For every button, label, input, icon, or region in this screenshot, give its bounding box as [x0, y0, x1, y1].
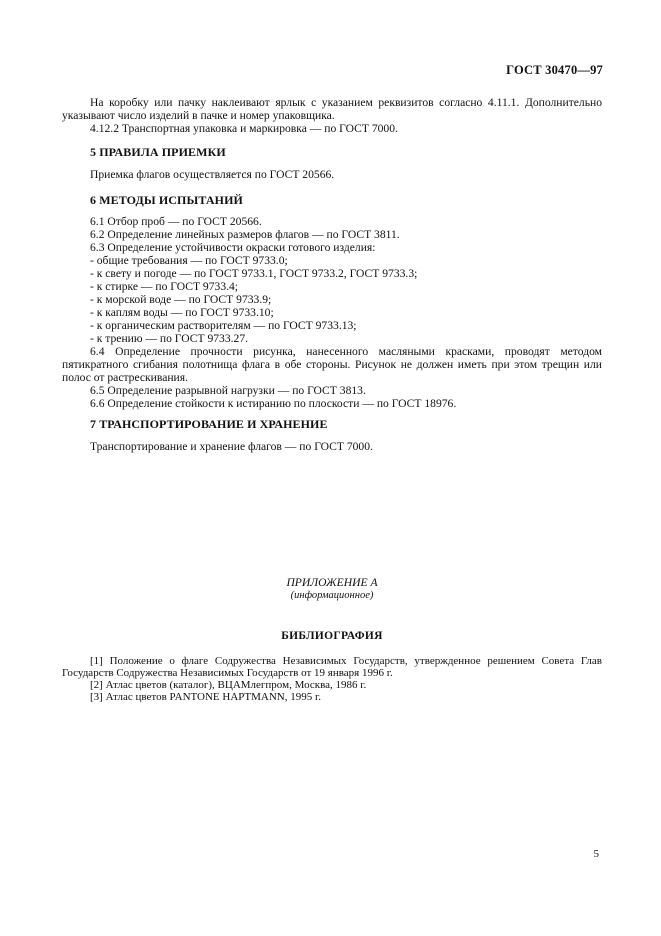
bibliography-heading — [62, 630, 602, 643]
annex-heading — [62, 576, 602, 602]
section-5 — [62, 146, 602, 181]
intro-paragraph: На коробку или пачку наклеивают ярлык с указанием реквизитов согласно 4.11.1. Дополнительно указывают число изделий в пачке и номер упаковщика. — [62, 96, 602, 122]
document-code: ГОСТ 30470—97 — [506, 63, 603, 77]
list-item: - к органическим растворителям — по ГОСТ 9733.13; — [90, 319, 357, 332]
intro-paragraph-4-12-2: 4.12.2 Транспортная упаковка и маркировка — по ГОСТ 7000. — [90, 122, 398, 135]
section-7 — [62, 418, 602, 453]
section-6-list — [62, 215, 602, 345]
list-item: - к каплям воды — по ГОСТ 9733.10; — [90, 306, 274, 319]
list-item: 6.6 Определение стойкости к истиранию по плоскости — по ГОСТ 18976. — [90, 397, 457, 410]
page-number: 5 — [593, 848, 599, 860]
bibliography-title: БИБЛИОГРАФИЯ — [281, 630, 383, 642]
bibliography-item: [2] Атлас цветов (каталог), ВЦАМлегпром, Москва, 1986 г. — [90, 679, 367, 691]
intro-block — [62, 96, 602, 135]
annex-title: ПРИЛОЖЕНИЕ А — [286, 576, 378, 589]
section-text: Приемка флагов осуществляется по ГОСТ 20566. — [90, 168, 335, 181]
annex-subtitle: (информационное) — [290, 590, 374, 601]
bibliography-item: [1] Положение о флаге Содружества Независимых Государств, утвержденное решением Совета Глав Государств Содружества Независимых Государств от 19 января 1996 г. — [62, 655, 602, 679]
list-item: 6.2 Определение линейных размеров флагов — по ГОСТ 3811. — [90, 228, 400, 241]
bibliography-list — [62, 655, 602, 703]
list-item: 6.3 Определение устойчивости окраски готового изделия: — [90, 241, 376, 254]
section-heading: 5 ПРАВИЛА ПРИЕМКИ — [90, 145, 226, 159]
list-item: 6.5 Определение разрывной нагрузки — по ГОСТ 3813. — [90, 384, 366, 397]
section-text: Транспортирование и хранение флагов — по ГОСТ 7000. — [90, 440, 373, 453]
section-6 — [62, 194, 602, 410]
list-item: - к стирке — по ГОСТ 9733.4; — [90, 280, 239, 293]
list-item: - общие требования — по ГОСТ 9733.0; — [90, 254, 288, 267]
bibliography-item: [3] Атлас цветов PANTONE HAPTMANN, 1995 г. — [90, 691, 321, 703]
list-item: - к морской воде — по ГОСТ 9733.9; — [90, 293, 272, 306]
section-heading: 7 ТРАНСПОРТИРОВАНИЕ И ХРАНЕНИЕ — [90, 417, 328, 431]
list-item: 6.1 Отбор проб — по ГОСТ 20566. — [90, 215, 262, 228]
section-heading: 6 МЕТОДЫ ИСПЫТАНИЙ — [90, 193, 243, 207]
list-item: - к свету и погоде — по ГОСТ 9733.1, ГОСТ 9733.2, ГОСТ 9733.3; — [90, 267, 418, 280]
list-item: - к трению — по ГОСТ 9733.27. — [90, 332, 249, 345]
paragraph-6-4: 6.4 Определение прочности рисунка, нанесенного масляными красками, проводят методом пятикратного сгибания полотнища флага в обе стороны. Рисунок не должен иметь при этом трещин или полос от растрескивания. — [62, 345, 602, 384]
